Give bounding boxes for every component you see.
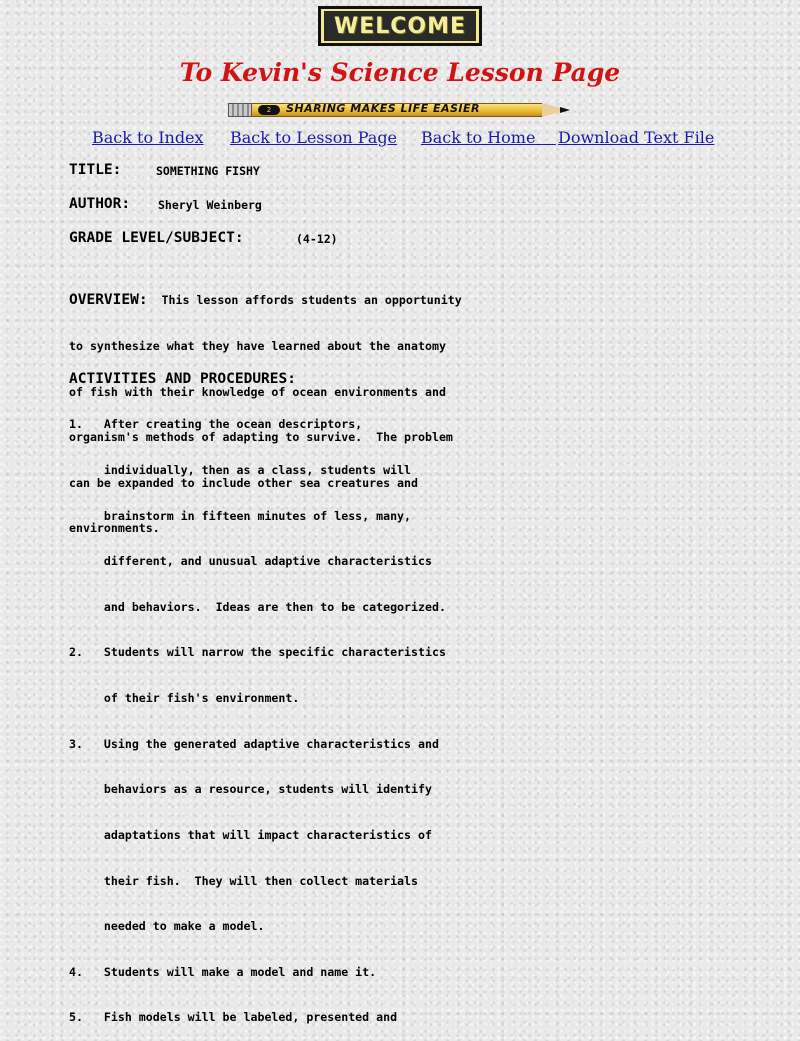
- page-title: To Kevin's Science Lesson Page: [179, 58, 621, 87]
- pencil-eraser: [228, 103, 252, 117]
- activities-line: adaptations that will impact characteristics of: [69, 827, 432, 842]
- activities-line: behaviors as a resource, students will identify: [69, 782, 432, 797]
- activities-line: and behaviors. Ideas are then to be categorized.: [69, 599, 446, 614]
- title-label: TITLE:: [69, 162, 122, 178]
- pencil-banner: [228, 100, 572, 120]
- back-to-index-link[interactable]: Back to Index: [92, 128, 204, 147]
- activities-label: ACTIVITIES AND PROCEDURES:: [69, 371, 296, 387]
- overview-text-1: This lesson affords students an opportunity: [147, 293, 462, 308]
- welcome-text: WELCOME: [333, 13, 467, 39]
- grade-label: GRADE LEVEL/SUBJECT:: [69, 230, 244, 246]
- pencil-badge: 2: [258, 105, 280, 115]
- back-to-home-link[interactable]: Back to Home: [421, 128, 556, 147]
- activities-line: brainstorm in fifteen minutes of less, many,: [69, 508, 412, 523]
- author-label: AUTHOR:: [69, 196, 131, 212]
- activities-list: [69, 387, 446, 1041]
- welcome-banner-inner: [323, 10, 477, 42]
- overview-line-5: can be expanded to include other sea creatures and: [69, 475, 419, 490]
- activities-line: different, and unusual adaptive characteristics: [69, 554, 432, 569]
- overview-line-3: of fish with their knowledge of ocean environments and: [69, 384, 446, 399]
- activities-line: their fish. They will then collect materials: [69, 873, 419, 888]
- overview-line-2: to synthesize what they have learned about the anatomy: [69, 339, 446, 354]
- pencil-text: SHARING MAKES LIFE EASIER: [286, 102, 481, 115]
- back-to-lesson-page-link[interactable]: Back to Lesson Page: [230, 128, 398, 147]
- activities-line: 4. Students will make a model and name it.: [69, 964, 377, 979]
- pencil-lead: [560, 107, 570, 113]
- activities-line: individually, then as a class, students will: [69, 463, 412, 478]
- overview-label: OVERVIEW:: [69, 292, 148, 309]
- author-value: Sheryl Weinberg: [158, 198, 262, 212]
- welcome-banner: [318, 6, 482, 46]
- activities-line: 1. After creating the ocean descriptors,: [69, 417, 363, 432]
- activities-line: needed to make a model.: [69, 919, 265, 934]
- download-text-file-link[interactable]: Download Text File: [558, 128, 715, 147]
- activities-line: of their fish's environment.: [69, 691, 300, 706]
- grade-value: (4-12): [296, 232, 338, 246]
- overview-line-4: organism's methods of adapting to survive. The problem: [69, 430, 453, 445]
- activities-line: 2. Students will narrow the specific characteristics: [69, 645, 446, 660]
- title-value: SOMETHING FISHY: [156, 164, 260, 178]
- overview-line-1: [69, 293, 462, 308]
- activities-line: 5. Fish models will be labeled, presented and: [69, 1010, 398, 1025]
- overview-line-6: environments.: [69, 521, 160, 536]
- activities-line: 3. Using the generated adaptive characteristics and: [69, 736, 439, 751]
